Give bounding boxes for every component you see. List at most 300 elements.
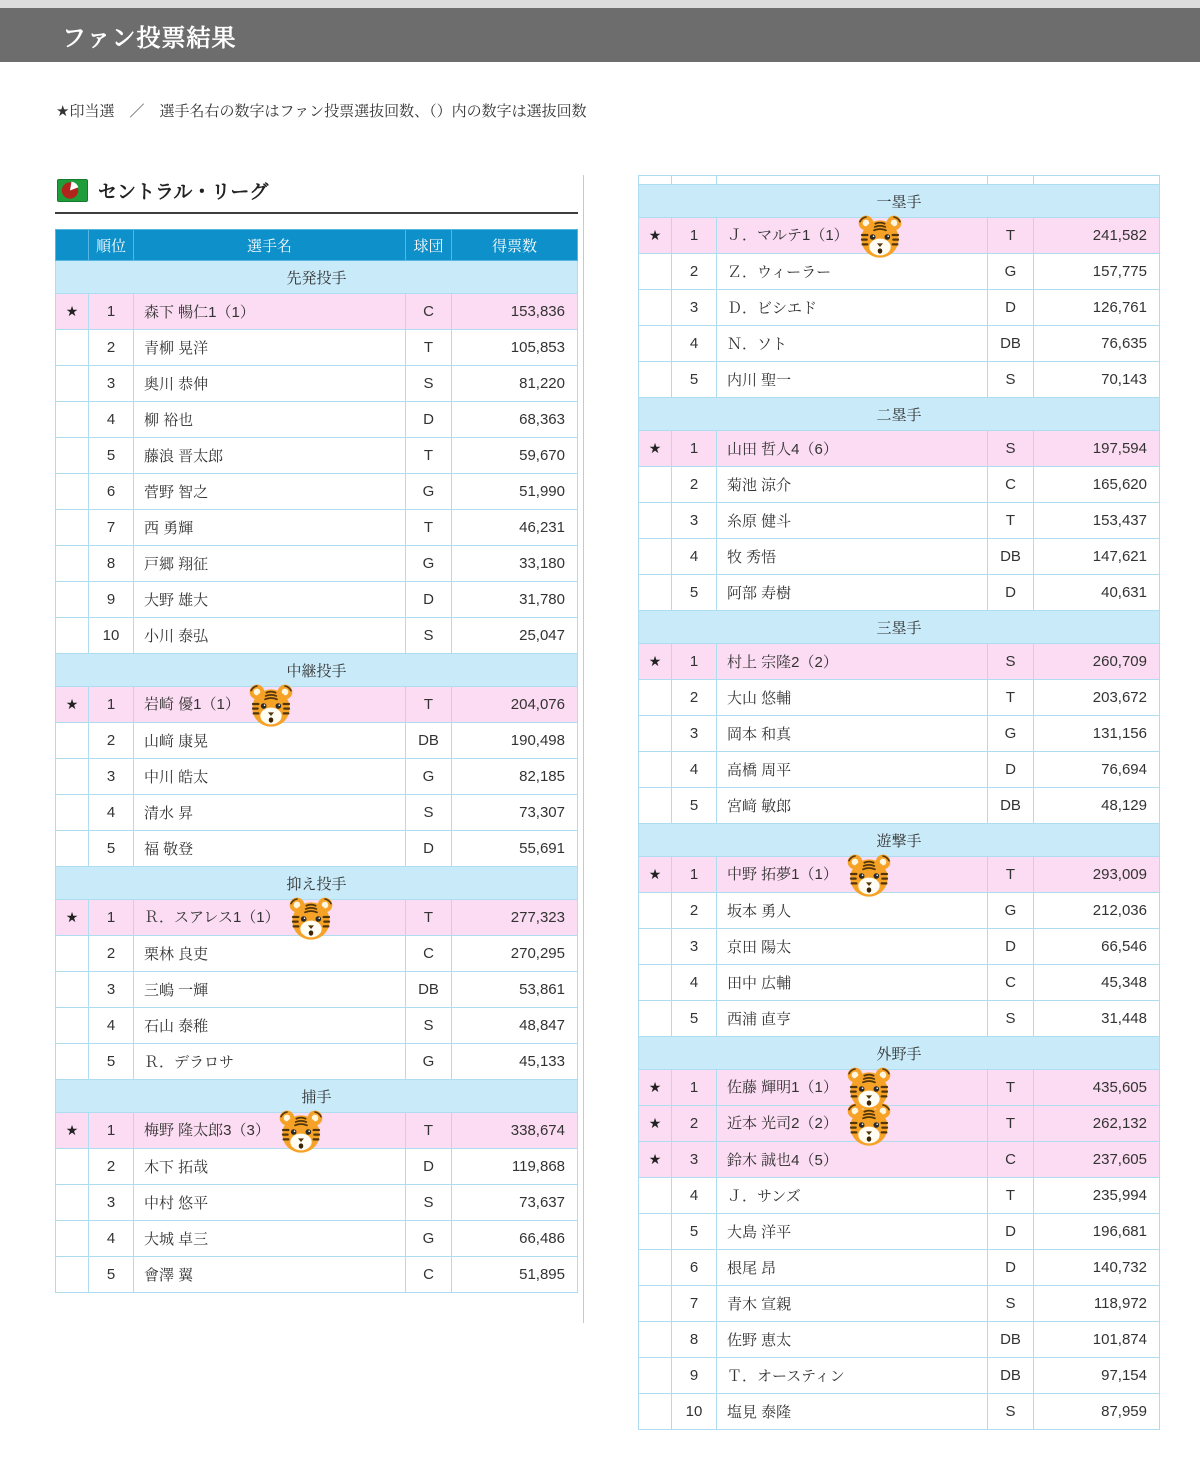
star-mark-cell: ★ — [56, 294, 89, 330]
position-section-title: 遊撃手 — [639, 824, 1160, 857]
player-name-cell: Ｔ．オースティン — [717, 1358, 988, 1394]
star-mark-cell — [56, 618, 89, 654]
team-cell: G — [406, 474, 452, 510]
votes-cell: 53,861 — [452, 972, 578, 1008]
star-mark-cell — [56, 723, 89, 759]
player-name-cell: 梅野 隆太郎3（3） — [134, 1113, 406, 1149]
position-section-header — [639, 611, 1160, 644]
team-cell: S — [988, 1394, 1034, 1430]
player-name-cell: 青柳 晃洋 — [134, 330, 406, 366]
table-row — [639, 1178, 1160, 1214]
table-row — [56, 294, 578, 330]
rank-cell: 6 — [89, 474, 134, 510]
votes-cell: 31,780 — [452, 582, 578, 618]
player-name-cell: 木下 拓哉 — [134, 1149, 406, 1185]
votes-cell: 338,674 — [452, 1113, 578, 1149]
rank-cell: 1 — [89, 687, 134, 723]
votes-cell: 241,582 — [1034, 218, 1160, 254]
table-row — [56, 723, 578, 759]
team-cell: D — [988, 290, 1034, 326]
team-cell: DB — [988, 1322, 1034, 1358]
player-name-cell: 森下 暢仁1（1） — [134, 294, 406, 330]
table-row — [56, 1257, 578, 1293]
tiger-face-icon — [287, 895, 335, 943]
team-cell: G — [988, 716, 1034, 752]
table-row — [56, 1113, 578, 1149]
rank-cell: 7 — [672, 1286, 717, 1322]
star-mark-cell — [56, 936, 89, 972]
votes-cell: 153,437 — [1034, 503, 1160, 539]
table-row — [56, 1008, 578, 1044]
table-row — [639, 326, 1160, 362]
table-row — [56, 474, 578, 510]
team-cell: G — [406, 1221, 452, 1257]
rank-cell: 2 — [672, 893, 717, 929]
player-name-cell: 坂本 勇人 — [717, 893, 988, 929]
votes-cell: 66,486 — [452, 1221, 578, 1257]
player-name-cell: 藤浪 晋太郎 — [134, 438, 406, 474]
table-row — [639, 362, 1160, 398]
team-cell: D — [988, 575, 1034, 611]
star-mark-cell — [56, 1044, 89, 1080]
player-name-cell: 中川 皓太 — [134, 759, 406, 795]
right-column — [638, 175, 1160, 1430]
player-name-cell: 近本 光司2（2） — [717, 1106, 988, 1142]
player-name-cell: 阿部 寿樹 — [717, 575, 988, 611]
table-row — [56, 402, 578, 438]
team-cell: G — [988, 893, 1034, 929]
team-cell: T — [988, 857, 1034, 893]
table-row — [639, 929, 1160, 965]
star-mark-cell — [639, 1001, 672, 1037]
league-name: セントラル・リーグ — [98, 182, 269, 203]
star-mark-cell — [56, 1149, 89, 1185]
player-name-cell: 佐野 恵太 — [717, 1322, 988, 1358]
table-row — [56, 582, 578, 618]
rank-cell: 4 — [672, 1178, 717, 1214]
table-row — [639, 1070, 1160, 1106]
table-row — [639, 575, 1160, 611]
votes-cell: 25,047 — [452, 618, 578, 654]
star-mark-cell — [56, 474, 89, 510]
table-row — [639, 1250, 1160, 1286]
table-row — [639, 893, 1160, 929]
star-mark-cell — [639, 752, 672, 788]
tiger-face-icon — [277, 1108, 325, 1156]
votes-cell: 59,670 — [452, 438, 578, 474]
rank-cell: 3 — [672, 929, 717, 965]
tiger-face-icon — [845, 1101, 893, 1149]
position-section-title: 一塁手 — [639, 185, 1160, 218]
table-header-row — [56, 230, 578, 261]
rank-cell: 10 — [89, 618, 134, 654]
team-cell: T — [988, 1070, 1034, 1106]
team-cell: DB — [406, 972, 452, 1008]
tiger-face-icon — [856, 213, 904, 261]
star-mark-cell — [56, 330, 89, 366]
player-name-cell: 糸原 健斗 — [717, 503, 988, 539]
votes-cell: 212,036 — [1034, 893, 1160, 929]
star-mark-cell — [639, 575, 672, 611]
table-row — [56, 687, 578, 723]
player-name-cell: 牧 秀悟 — [717, 539, 988, 575]
star-mark-cell — [56, 402, 89, 438]
star-mark-cell — [639, 1250, 672, 1286]
player-name-cell: 菅野 智之 — [134, 474, 406, 510]
rank-cell: 4 — [672, 965, 717, 1001]
star-mark-cell: ★ — [56, 900, 89, 936]
player-name-cell: Ｊ．サンズ — [717, 1178, 988, 1214]
rank-cell: 1 — [672, 1070, 717, 1106]
star-mark-cell — [56, 972, 89, 1008]
rank-cell: 5 — [672, 1214, 717, 1250]
rank-cell: 8 — [89, 546, 134, 582]
team-cell: C — [406, 1257, 452, 1293]
team-cell: S — [406, 1185, 452, 1221]
player-name-cell: 田中 広輔 — [717, 965, 988, 1001]
star-mark-cell — [639, 716, 672, 752]
rank-cell: 2 — [672, 467, 717, 503]
team-cell: G — [988, 254, 1034, 290]
position-section-title: 二塁手 — [639, 398, 1160, 431]
player-name-cell: 京田 陽太 — [717, 929, 988, 965]
rank-cell: 4 — [672, 752, 717, 788]
votes-cell: 40,631 — [1034, 575, 1160, 611]
star-mark-cell: ★ — [639, 644, 672, 680]
votes-cell: 196,681 — [1034, 1214, 1160, 1250]
left-table-body — [56, 261, 578, 1293]
star-mark-cell — [639, 1286, 672, 1322]
votes-cell: 51,990 — [452, 474, 578, 510]
player-name-cell: 小川 泰弘 — [134, 618, 406, 654]
table-row — [639, 290, 1160, 326]
player-name-cell: 大城 卓三 — [134, 1221, 406, 1257]
star-mark-cell — [639, 539, 672, 575]
rank-cell: 1 — [89, 1113, 134, 1149]
votes-cell: 55,691 — [452, 831, 578, 867]
star-mark-cell — [639, 254, 672, 290]
table-row — [639, 788, 1160, 824]
team-cell: C — [406, 294, 452, 330]
votes-cell: 237,605 — [1034, 1142, 1160, 1178]
votes-cell: 73,307 — [452, 795, 578, 831]
player-name-cell: 根尾 昂 — [717, 1250, 988, 1286]
team-cell: DB — [406, 723, 452, 759]
team-cell: S — [988, 1001, 1034, 1037]
tiger-face-icon — [247, 682, 295, 730]
votes-cell: 118,972 — [1034, 1286, 1160, 1322]
position-section-header — [639, 1037, 1160, 1070]
team-cell: D — [988, 1214, 1034, 1250]
team-cell: S — [988, 431, 1034, 467]
team-cell: S — [988, 1286, 1034, 1322]
rank-cell: 2 — [89, 330, 134, 366]
team-cell: S — [406, 795, 452, 831]
star-mark-cell — [639, 1178, 672, 1214]
votes-cell: 235,994 — [1034, 1178, 1160, 1214]
votes-cell: 435,605 — [1034, 1070, 1160, 1106]
rank-cell: 9 — [89, 582, 134, 618]
table-row — [639, 857, 1160, 893]
table-row — [639, 752, 1160, 788]
votes-cell: 126,761 — [1034, 290, 1160, 326]
player-name-cell: 西浦 直亨 — [717, 1001, 988, 1037]
player-name-cell: 塩見 泰隆 — [717, 1394, 988, 1430]
votes-cell: 81,220 — [452, 366, 578, 402]
rank-cell: 4 — [672, 539, 717, 575]
votes-cell: 147,621 — [1034, 539, 1160, 575]
team-cell: S — [988, 362, 1034, 398]
team-cell: T — [406, 510, 452, 546]
player-name-cell: 石山 泰稚 — [134, 1008, 406, 1044]
star-mark-cell — [639, 788, 672, 824]
table-row — [639, 1286, 1160, 1322]
position-section-title: 先発投手 — [56, 261, 578, 294]
team-cell: DB — [988, 1358, 1034, 1394]
table-row — [639, 539, 1160, 575]
rank-cell: 2 — [89, 723, 134, 759]
rank-cell: 4 — [89, 795, 134, 831]
votes-cell: 31,448 — [1034, 1001, 1160, 1037]
votes-cell: 140,732 — [1034, 1250, 1160, 1286]
votes-cell: 277,323 — [452, 900, 578, 936]
team-cell: D — [988, 1250, 1034, 1286]
player-name-cell: 會澤 翼 — [134, 1257, 406, 1293]
rank-cell: 5 — [672, 362, 717, 398]
table-row — [639, 503, 1160, 539]
central-league-icon — [57, 179, 88, 202]
position-section-title: 抑え投手 — [56, 867, 578, 900]
team-cell: T — [406, 1113, 452, 1149]
position-section-header — [639, 398, 1160, 431]
table-row — [639, 716, 1160, 752]
team-cell: G — [406, 759, 452, 795]
rank-cell: 3 — [89, 759, 134, 795]
table-row — [56, 618, 578, 654]
star-mark-cell: ★ — [639, 1142, 672, 1178]
votes-cell: 293,009 — [1034, 857, 1160, 893]
position-section-title: 捕手 — [56, 1080, 578, 1113]
title-bar — [0, 8, 1200, 62]
player-name-cell: Ｄ．ビシエド — [717, 290, 988, 326]
rank-cell: 5 — [672, 575, 717, 611]
team-cell: D — [406, 831, 452, 867]
star-mark-cell — [639, 503, 672, 539]
player-name-cell: 福 敬登 — [134, 831, 406, 867]
star-mark-cell — [56, 1008, 89, 1044]
rank-cell: 1 — [89, 900, 134, 936]
rank-cell: 3 — [89, 366, 134, 402]
table-row — [56, 831, 578, 867]
star-mark-cell — [56, 366, 89, 402]
table-row — [56, 546, 578, 582]
col-header-votes: 得票数 — [452, 230, 578, 261]
player-name-cell: 栗林 良吏 — [134, 936, 406, 972]
team-cell: G — [406, 1044, 452, 1080]
player-name-cell: 岡本 和真 — [717, 716, 988, 752]
player-name-cell: 山﨑 康晃 — [134, 723, 406, 759]
player-name-cell: 鈴木 誠也4（5） — [717, 1142, 988, 1178]
player-name-cell: Ｚ．ウィーラー — [717, 254, 988, 290]
team-cell: T — [406, 687, 452, 723]
rank-cell: 5 — [89, 1257, 134, 1293]
star-mark-cell — [56, 438, 89, 474]
votes-cell: 157,775 — [1034, 254, 1160, 290]
star-mark-cell: ★ — [639, 1070, 672, 1106]
star-mark-cell — [639, 680, 672, 716]
star-mark-cell — [56, 759, 89, 795]
legend-note: ★印当選 ／ 選手名右の数字はファン投票選抜回数、（）内の数字は選抜回数 — [56, 103, 587, 120]
rank-cell: 5 — [672, 788, 717, 824]
team-cell: C — [988, 965, 1034, 1001]
player-name-cell: Ｊ．マルテ1（1） — [717, 218, 988, 254]
rank-cell: 3 — [672, 1142, 717, 1178]
star-mark-cell — [639, 326, 672, 362]
team-cell: C — [988, 467, 1034, 503]
team-cell: T — [988, 1178, 1034, 1214]
rank-cell: 3 — [89, 972, 134, 1008]
team-cell: D — [988, 929, 1034, 965]
player-name-cell: 三嶋 一輝 — [134, 972, 406, 1008]
star-mark-cell — [639, 290, 672, 326]
star-mark-cell — [639, 1358, 672, 1394]
position-section-title: 外野手 — [639, 1037, 1160, 1070]
top-strip — [0, 0, 1200, 8]
player-name-cell: 佐藤 輝明1（1） — [717, 1070, 988, 1106]
rank-cell: 3 — [672, 503, 717, 539]
votes-cell: 119,868 — [452, 1149, 578, 1185]
rank-cell: 4 — [672, 326, 717, 362]
star-mark-cell: ★ — [56, 1113, 89, 1149]
rank-cell: 2 — [672, 680, 717, 716]
votes-cell: 131,156 — [1034, 716, 1160, 752]
rank-cell: 2 — [672, 1106, 717, 1142]
votes-cell: 76,694 — [1034, 752, 1160, 788]
left-column — [55, 175, 584, 1323]
star-mark-cell — [56, 1257, 89, 1293]
player-name-cell: Ｒ．デラロサ — [134, 1044, 406, 1080]
player-name-cell: 大野 雄大 — [134, 582, 406, 618]
votes-cell: 45,133 — [452, 1044, 578, 1080]
team-cell: T — [988, 503, 1034, 539]
table-row — [56, 759, 578, 795]
team-cell: T — [988, 1106, 1034, 1142]
votes-cell: 73,637 — [452, 1185, 578, 1221]
position-section-header — [56, 261, 578, 294]
rank-cell: 1 — [672, 431, 717, 467]
star-mark-cell — [56, 582, 89, 618]
votes-cell: 165,620 — [1034, 467, 1160, 503]
votes-cell: 262,132 — [1034, 1106, 1160, 1142]
position-section-title: 中継投手 — [56, 654, 578, 687]
votes-cell: 101,874 — [1034, 1322, 1160, 1358]
team-cell: S — [988, 644, 1034, 680]
star-mark-cell: ★ — [56, 687, 89, 723]
rank-cell: 3 — [672, 716, 717, 752]
team-cell: T — [988, 218, 1034, 254]
table-row — [639, 965, 1160, 1001]
votes-cell: 68,363 — [452, 402, 578, 438]
rank-cell: 5 — [89, 1044, 134, 1080]
position-section-header — [639, 824, 1160, 857]
table-row — [639, 218, 1160, 254]
team-cell: T — [406, 438, 452, 474]
table-row — [639, 1001, 1160, 1037]
partial-cell — [1034, 176, 1160, 185]
table-row — [639, 431, 1160, 467]
player-name-cell: 村上 宗隆2（2） — [717, 644, 988, 680]
rank-cell: 1 — [672, 218, 717, 254]
votes-cell: 82,185 — [452, 759, 578, 795]
partial-cell — [672, 176, 717, 185]
table-row — [56, 330, 578, 366]
team-cell: T — [406, 330, 452, 366]
player-name-cell: 高橋 周平 — [717, 752, 988, 788]
team-cell: D — [406, 402, 452, 438]
col-header-team: 球団 — [406, 230, 452, 261]
team-cell: S — [406, 618, 452, 654]
rank-cell: 4 — [89, 402, 134, 438]
table-row — [639, 1358, 1160, 1394]
partial-cell — [988, 176, 1034, 185]
table-row — [639, 1214, 1160, 1250]
votes-cell: 46,231 — [452, 510, 578, 546]
votes-cell: 197,594 — [1034, 431, 1160, 467]
team-cell: DB — [988, 539, 1034, 575]
table-row — [56, 795, 578, 831]
votes-cell: 97,154 — [1034, 1358, 1160, 1394]
table-row — [639, 680, 1160, 716]
col-header-star — [56, 230, 89, 261]
rank-cell: 5 — [89, 831, 134, 867]
position-section-header — [56, 654, 578, 687]
team-cell: D — [988, 752, 1034, 788]
rank-cell: 10 — [672, 1394, 717, 1430]
votes-cell: 270,295 — [452, 936, 578, 972]
rank-cell: 2 — [89, 936, 134, 972]
rank-cell: 8 — [672, 1322, 717, 1358]
table-row — [639, 1322, 1160, 1358]
col-header-player: 選手名 — [134, 230, 406, 261]
table-row — [639, 1394, 1160, 1430]
star-mark-cell — [639, 1214, 672, 1250]
star-mark-cell — [56, 546, 89, 582]
team-cell: DB — [988, 788, 1034, 824]
votes-cell: 87,959 — [1034, 1394, 1160, 1430]
star-mark-cell — [639, 1394, 672, 1430]
star-mark-cell — [56, 1221, 89, 1257]
player-name-cell: 内川 聖一 — [717, 362, 988, 398]
star-mark-cell — [639, 965, 672, 1001]
table-row — [56, 1221, 578, 1257]
votes-cell: 76,635 — [1034, 326, 1160, 362]
votes-cell: 45,348 — [1034, 965, 1160, 1001]
player-name-cell: 奥川 恭伸 — [134, 366, 406, 402]
star-mark-cell: ★ — [639, 218, 672, 254]
central-league-vote-table-right — [638, 175, 1160, 1430]
rank-cell: 4 — [89, 1221, 134, 1257]
votes-cell: 260,709 — [1034, 644, 1160, 680]
table-row — [56, 366, 578, 402]
player-name-cell: 柳 裕也 — [134, 402, 406, 438]
votes-cell: 203,672 — [1034, 680, 1160, 716]
team-cell: S — [406, 1008, 452, 1044]
team-cell: DB — [988, 326, 1034, 362]
player-name-cell: 山田 哲人4（6） — [717, 431, 988, 467]
central-league-vote-table-left — [55, 229, 578, 1293]
rank-cell: 7 — [89, 510, 134, 546]
votes-cell: 105,853 — [452, 330, 578, 366]
